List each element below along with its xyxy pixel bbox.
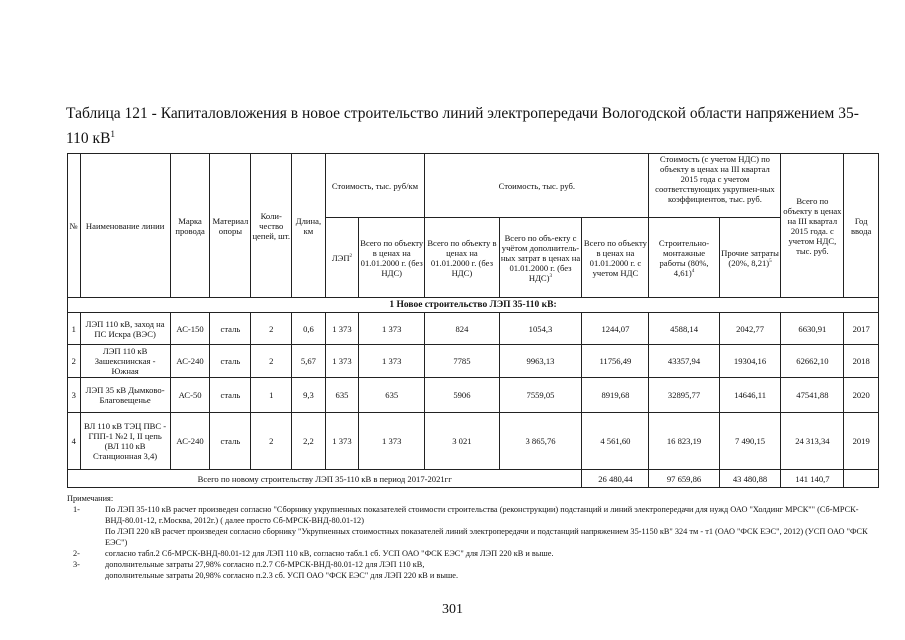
total-row: [68, 470, 879, 488]
cell-total: 24 313,34: [781, 413, 844, 470]
cell-num: 2: [68, 345, 81, 378]
cell-material: сталь: [210, 378, 251, 413]
cell-c6: 14646,11: [719, 378, 781, 413]
total-label: Всего по новому строительству ЛЭП 35-110 кВ в период 2017-2021гг: [68, 470, 582, 488]
note-text: По ЛЭП 35-110 кВ расчет произведен согласно "Сборнику укрупненных показателей стоимости строительства (реконструкции) подстанций и линий электропередачи для нужд ОАО "Холдинг МРСК"" (Сб-МРСК-ВНД-80.01-12, г.Москва, 2012г.) ( далее просто Сб-МРСК-ВНД-80.01-12): [105, 505, 859, 525]
total-year-empty: [844, 470, 879, 488]
header-lep: ЛЭП$^2$: [325, 218, 359, 298]
cell-num: 4: [68, 413, 81, 470]
cell-name: ЛЭП 110 кВ, заход на ПС Искра (ВЭС): [80, 313, 170, 345]
cell-c2: 824: [425, 313, 499, 345]
cell-c1: 1 373: [359, 345, 425, 378]
header-circuits: Коли-чество цепей, шт.: [251, 154, 292, 298]
header-length: Длина, км: [292, 154, 326, 298]
cell-wire: АС-150: [170, 313, 210, 345]
cell-name: ВЛ 110 кВ ТЭЦ ПВС - ГПП-1 №2 I, II цепь (ВЛ 110 кВ Станционная 3,4): [80, 413, 170, 470]
note-number: 3-: [73, 560, 80, 569]
note-item: [67, 559, 887, 581]
cell-c3: 3 865,76: [499, 413, 582, 470]
capex-table: [67, 153, 879, 488]
cell-material: сталь: [210, 313, 251, 345]
cell-lep: 1 373: [325, 413, 359, 470]
cell-c2: 7785: [425, 345, 499, 378]
cell-year: 2018: [844, 345, 879, 378]
cell-c4: 1244,07: [582, 313, 649, 345]
header-num: №: [68, 154, 81, 298]
total-c5: 97 659,86: [649, 470, 719, 488]
header-row-1: [68, 154, 879, 218]
note-number: 2-: [73, 549, 80, 558]
header-cost-vat: Стоимость (с учетом НДС) по объекту в ценах на III квартал 2015 года с учетом соответствующих укрупнен-ных коэффициентов, тыс. руб.: [649, 154, 781, 218]
cell-c2: 5906: [425, 378, 499, 413]
cell-c3: 9963,13: [499, 345, 582, 378]
cell-name: ЛЭП 35 кВ Дымково-Благовещенье: [80, 378, 170, 413]
cell-c1: 1 373: [359, 313, 425, 345]
table-caption: Таблица 121 - Капиталовложения в новое строительство линий электропередачи Вологодской области напряжением 35-110 $кВ^1$: [66, 105, 859, 147]
header-wire: Марка провода: [170, 154, 210, 298]
header-sub2: Всего по объекту в ценах на 01.01.2000 г. (без НДС): [425, 218, 499, 298]
table-row: [68, 378, 879, 413]
note-text: согласно табл.2 Сб-МРСК-ВНД-80.01-12 для ЛЭП 110 кВ, согласно табл.1 сб. УСП ОАО "ФСК ЕЭС" для ЛЭП 220 кВ и выше.: [105, 549, 554, 558]
cell-c1: 635: [359, 378, 425, 413]
cell-num: 3: [68, 378, 81, 413]
cell-year: 2017: [844, 313, 879, 345]
cell-material: сталь: [210, 345, 251, 378]
header-sub5: Строительно-монтажные работы (80%, 4,61)$^4$: [649, 218, 719, 298]
header-cost: Стоимость, тыс. руб.: [425, 154, 649, 218]
note-text: дополнительные затраты 20,98% согласно п.2.3 сб. УСП ОАО "ФСК ЕЭС" для ЛЭП 220 кВ и выше.: [105, 571, 459, 580]
cell-circuits: 2: [251, 413, 292, 470]
cell-wire: АС-240: [170, 413, 210, 470]
table-row: [68, 345, 879, 378]
cell-circuits: 2: [251, 345, 292, 378]
cell-lep: 1 373: [325, 313, 359, 345]
header-year: Год ввода: [844, 154, 879, 298]
cell-material: сталь: [210, 413, 251, 470]
cell-name: ЛЭП 110 кВ Зашекснинская - Южная: [80, 345, 170, 378]
total-c4: 26 480,44: [582, 470, 649, 488]
note-item: [67, 548, 887, 559]
cell-total: 47541,88: [781, 378, 844, 413]
cell-wire: АС-50: [170, 378, 210, 413]
section-title: 1 Новое строительство ЛЭП 35-110 кВ:: [68, 298, 879, 313]
table-row: [68, 413, 879, 470]
cell-year: 2020: [844, 378, 879, 413]
cell-total: 62662,10: [781, 345, 844, 378]
header-cost-per-km: Стоимость, тыс. руб/км: [325, 154, 425, 218]
table-row: [68, 313, 879, 345]
header-name: Наименование линии: [80, 154, 170, 298]
cell-year: 2019: [844, 413, 879, 470]
total-c6: 43 480,88: [719, 470, 781, 488]
note-item: [67, 504, 887, 548]
cell-total: 6630,91: [781, 313, 844, 345]
cell-c4: 8919,68: [582, 378, 649, 413]
cell-length: 0,6: [292, 313, 326, 345]
cell-c3: 7559,05: [499, 378, 582, 413]
header-sub3: Всего по объ-екту с учётом дополнитель-ных затрат в ценах на 01.01.2000 г. (без НДС)$^3$: [499, 218, 582, 298]
note-text: дополнительные затраты 27,98% согласно п.2.7 Сб-МРСК-ВНД-80.01-12 для ЛЭП 110 кВ,: [105, 560, 425, 569]
cell-length: 2,2: [292, 413, 326, 470]
header-sub6: Прочие затраты (20%, 8,21)$^5$: [719, 218, 781, 298]
header-sub4: Всего по объекту в ценах на 01.01.2000 г. с учетом НДС: [582, 218, 649, 298]
cell-lep: 635: [325, 378, 359, 413]
cell-c2: 3 021: [425, 413, 499, 470]
header-material: Материал опоры: [210, 154, 251, 298]
header-total-vat: Всего по объекту в ценах на III квартал 2015 года. с учетом НДС, тыс. руб.: [781, 154, 844, 298]
cell-c4: 11756,49: [582, 345, 649, 378]
cell-circuits: 1: [251, 378, 292, 413]
cell-length: 9,3: [292, 378, 326, 413]
cell-c5: 16 823,19: [649, 413, 719, 470]
cell-c4: 4 561,60: [582, 413, 649, 470]
cell-circuits: 2: [251, 313, 292, 345]
header-sub1: Всего по объекту в ценах на 01.01.2000 г. (без НДС): [359, 218, 425, 298]
note-number: 1-: [73, 505, 80, 514]
notes: [67, 493, 887, 581]
notes-title: Примечания:: [67, 494, 114, 503]
cell-c6: 19304,16: [719, 345, 781, 378]
cell-length: 5,67: [292, 345, 326, 378]
cell-c6: 7 490,15: [719, 413, 781, 470]
total-sum: 141 140,7: [781, 470, 844, 488]
cell-c6: 2042,77: [719, 313, 781, 345]
cell-c5: 32895,77: [649, 378, 719, 413]
cell-wire: АС-240: [170, 345, 210, 378]
page-number: 301: [442, 602, 463, 617]
cell-c5: 43357,94: [649, 345, 719, 378]
cell-c5: 4588,14: [649, 313, 719, 345]
cell-num: 1: [68, 313, 81, 345]
cell-c1: 1 373: [359, 413, 425, 470]
cell-lep: 1 373: [325, 345, 359, 378]
section-row: [68, 298, 879, 313]
note-text: По ЛЭП 220 кВ расчет произведен согласно сборнику "Укрупненных стоимостных показателей линий электропередачи и подстанций напряжением 35-1150 кВ" 324 тм - т1 (ОАО "ФСК ЕЭС", 2012) (УСП ОАО "ФСК ЕЭС"): [105, 527, 868, 547]
cell-c3: 1054,3: [499, 313, 582, 345]
